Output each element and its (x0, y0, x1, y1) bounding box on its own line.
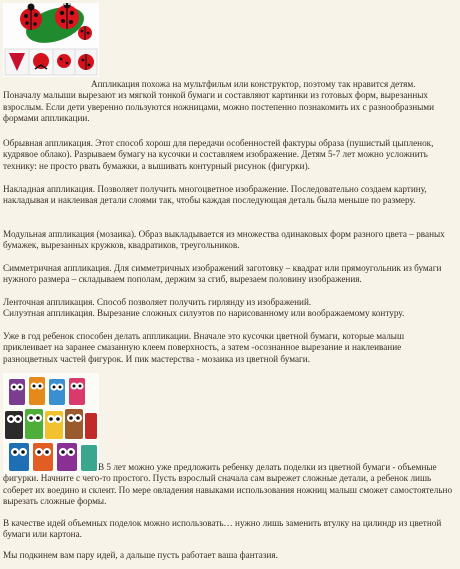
torn-applique-paragraph: Обрывная аппликация. Этот способ хорош для передачи особенностей фактуры образа (пушистый цыпленок, кудрявое облако). Разрываем бумагу на кусочки и составляем изображение. Детям 5-7 лет можно усложнить технику: не просто рвать бумажки, а вышивать контурный рисунок (фигурки). (3, 138, 434, 171)
volume-crafts-paragraph: В качестве идей объемных поделок можно использовать… нужно лишь заменить втулку на цилиндр из цветной бумаги или картона. (3, 518, 442, 540)
toilet-roll-owls-icon (3, 373, 99, 475)
ladybug-craft-icon (3, 3, 99, 77)
ladybug-craft-image (3, 3, 99, 77)
ribbon-applique-paragraph: Ленточная аппликация. Способ позволяет получить гирлянду из изображений. (3, 297, 312, 307)
closing-paragraph: Мы подкинем вам пару идей, а дальше пусть работает ваша фантазия. (3, 550, 278, 560)
overlay-applique-paragraph: Накладная аппликация. Позволяет получить многоцветное изображение. Последовательно создаем картину, накладывая и наклеивая детали слоями так, чтобы каждая последующая деталь была меньше по размеру. (3, 184, 427, 206)
symmetric-applique-paragraph: Симметричная аппликация. Для симметричных изображений заготовку – квадрат или прямоугольник из бумаги нужного размера – складываем пополам, держим за сгиб, вырезаем половину изображения. (3, 263, 442, 285)
age-one-paragraph: Уже в год ребенок способен делать аппликации. Вначале это кусочки цветной бумаги, которые малыш приклеивает на заранее смазанную клеем поверхность, а затем -осознанное вырезание и наклеивание разноцветных частей фигурок. И пик мастерства - мозаика из цветной бумаги. (3, 331, 405, 364)
age-five-paragraph: В 5 лет можно уже предложить ребенку делать поделки из цветной бумаги - объемные фигурки. Начните с чего-то простого. Пусть взрослый сначала сам вырежет сложные детали, а ребенок лишь соберет их воедино и склеит. По мере овладения навыками использования ножниц малыш сможет самостоятельно вырезать сложные формы. (3, 462, 453, 507)
silhouette-applique-paragraph: Силуэтная аппликация. Вырезание сложных силуэтов по нарисованному или воображаемому контуру. (3, 308, 405, 318)
intro-paragraph: Аппликация похожа на мультфильм или конструктор, поэтому так нравится детям. Поначалу малыши вырезают из мягкой тонкой бумаги и составляют картинки из готовых форм, вырезанных взрослым. Если дети уверенно пользуются ножницами, можно постепенно познакомить их с разнообразными формами аппликации. (3, 79, 435, 124)
toilet-roll-owls-image (3, 373, 99, 475)
modular-applique-paragraph: Модульная аппликация (мозаика). Образ выкладывается из множества одинаковых форм разного цвета – рваных бумажек, вырезанных кружков, квадратиков, треугольников. (3, 229, 445, 251)
